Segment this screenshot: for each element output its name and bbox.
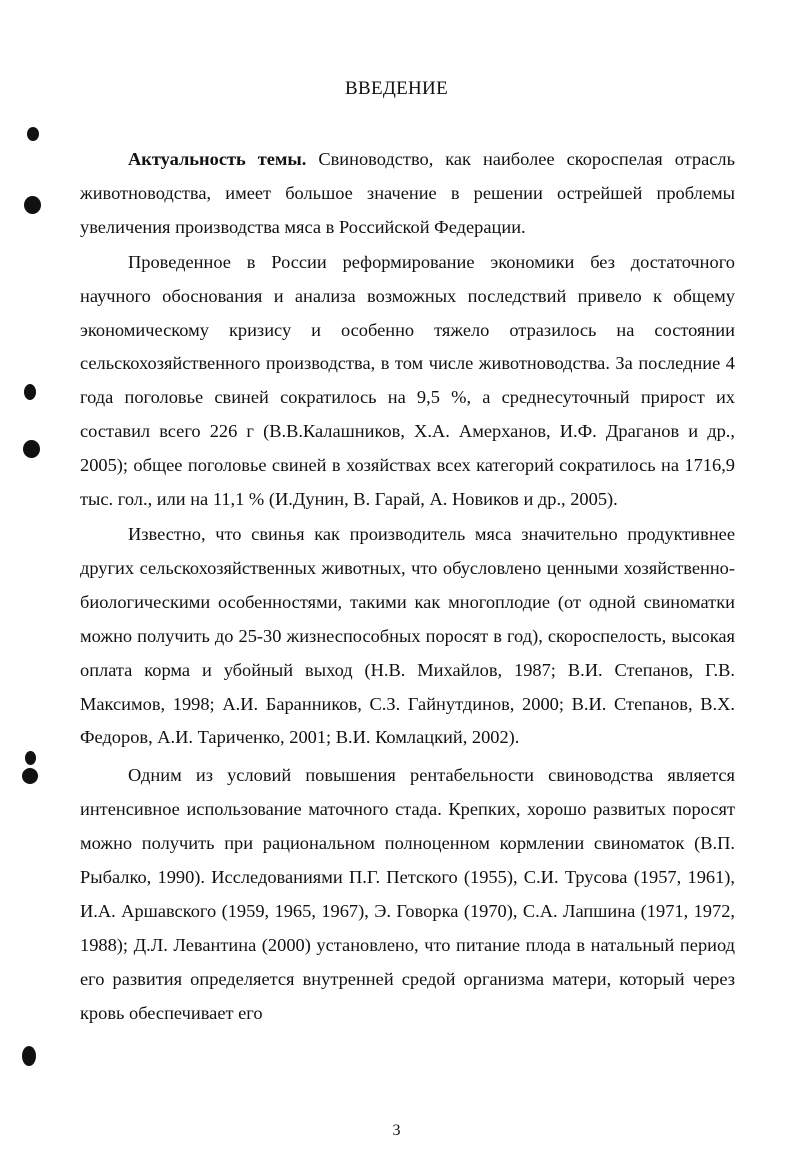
binder-hole-mark — [22, 768, 38, 784]
paragraph-lead: Актуальность темы. — [128, 149, 307, 169]
paragraph — [80, 143, 735, 245]
binder-hole-mark — [23, 440, 40, 458]
paragraph-text: Свиноводство, как наиболее скороспелая отрасль животноводства, имеет большое значение в решении острейшей проблемы увеличения производства мяса в Российской Федерации. — [80, 149, 735, 237]
paragraph — [80, 246, 735, 517]
paragraph-text: Известно, что свинья как производитель мяса значительно продуктивнее других сельскохозяйственных животных, что обусловлено ценными хозяйственно-биологическими особенностями, такими как многоплодие (от одной свиноматки можно получить до 25-30 жизнеспособных поросят в год), скороспелость, высокая оплата корма и убойный выход (Н.В. Михайлов, 1987; В.И. Степанов, Г.В. Максимов, 1998; А.И. Баранников, С.З. Гайнутдинов, 2000; В.И. Степанов, В.Х. Федоров, А.И. Тариченко, 2001; В.И. Комлацкий, 2002). — [80, 523, 735, 748]
page-title: ВВЕДЕНИЕ — [345, 78, 448, 99]
paragraph — [80, 518, 735, 755]
paragraph-text: Одним из условий повышения рентабельности свиноводства является интенсивное использование маточного стада. Крепких, хорошо развитых поросят можно получить при рациональном полноценном кормлении свиноматок (В.П. Рыбалко, 1990). Исследованиями П.Г. Петского (1955), С.И. Трусова (1957, 1961), И.А. Аршавского (1959, 1965, 1967), Э. Говорка (1970), С.А. Лапшина (1971, 1972, 1988); Д.Л. Левантина (2000) установлено, что питание плода в натальный период его развития определяется внутренней средой организма матери, который через кровь обеспечивает его — [80, 765, 735, 1023]
body-text — [80, 143, 735, 1031]
binder-hole-mark — [27, 127, 39, 141]
page-number: 3 — [392, 1122, 401, 1139]
binder-hole-mark — [22, 1046, 36, 1066]
binder-hole-mark — [25, 751, 36, 765]
paragraph-text: Проведенное в России реформирование экономики без достаточного научного обоснования и анализа возможных последствий привело к общему экономическому кризису и особенно тяжело отразилось на состоянии сельскохозяйственного производства, в том числе животноводства. За последние 4 года поголовье свиней сократилось на 9,5 %, а среднесуточный прирост их составил всего 226 г (В.В.Калашников, Х.А. Амерханов, И.Ф. Драганов и др., 2005); общее поголовье свиней в хозяйствах всех категорий сократилось на 1716,9 тыс. гол., или на 11,1 % (И.Дунин, В. Гарай, А. Новиков и др., 2005). — [80, 251, 735, 510]
binder-hole-mark — [24, 196, 41, 214]
paragraph — [80, 759, 735, 1030]
binder-hole-mark — [24, 384, 36, 400]
